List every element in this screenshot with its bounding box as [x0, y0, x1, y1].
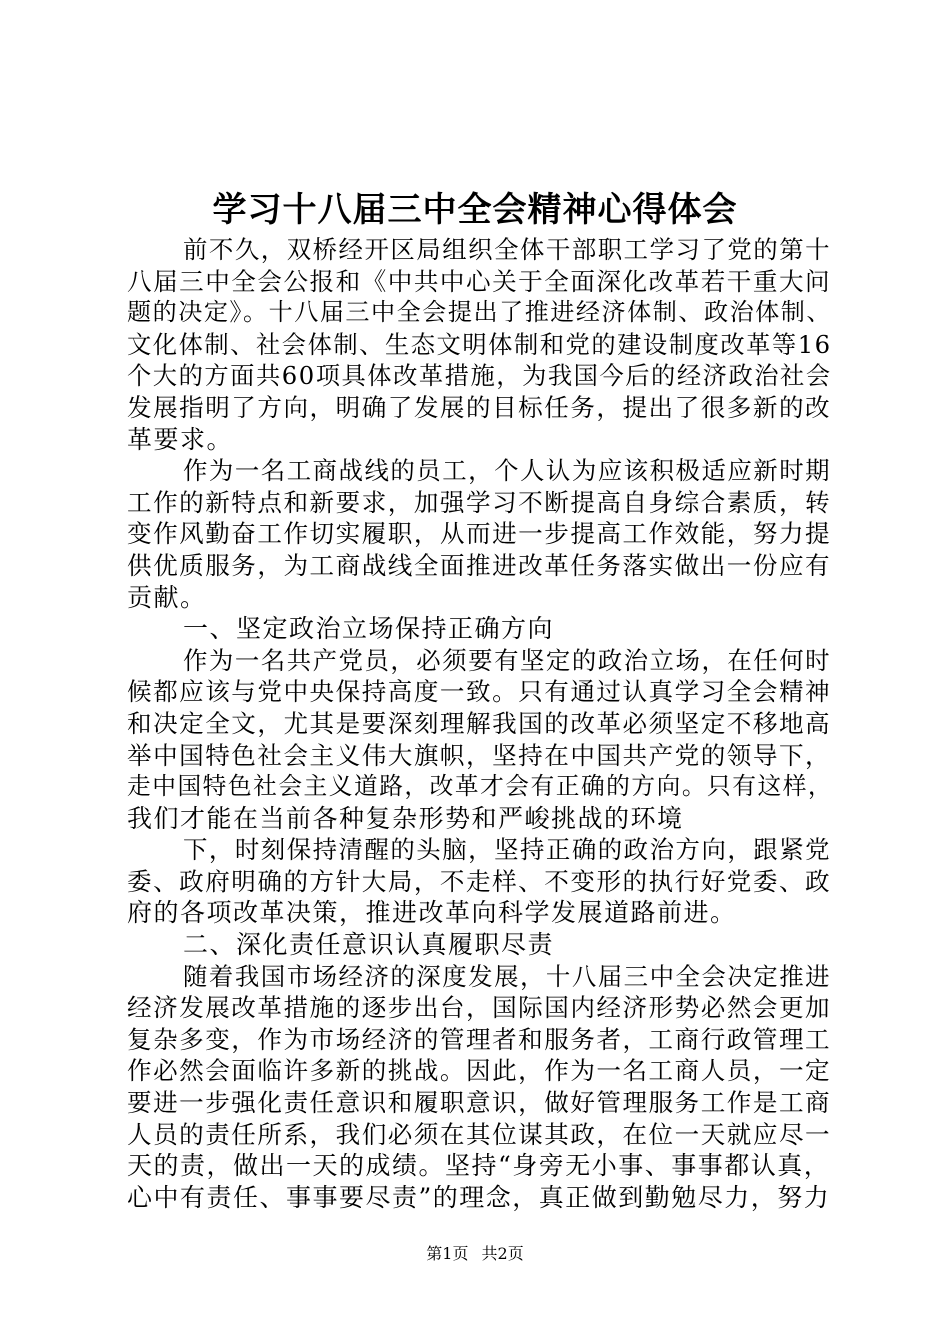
text-line: 八届三中全会公报和《中共中心关于全面深化改革若干重大问: [127, 266, 832, 296]
text-line: 下，时刻保持清醒的头脑，坚持正确的政治方向，跟紧党: [183, 835, 832, 865]
text-line: 作必然会面临许多新的挑战。因此，作为一名工商人员，一定: [127, 1056, 832, 1086]
text-line: 革要求。: [127, 424, 234, 454]
text-line: 和决定全文，尤其是要深刻理解我国的改革必须坚定不移地高: [127, 708, 832, 738]
text-line: 要进一步强化责任意识和履职意识，做好管理服务工作是工商: [127, 1088, 832, 1118]
text-line: 候都应该与党中央保持高度一致。只有通过认真学习全会精神: [127, 677, 832, 707]
document-title: 学习十八届三中全会精神心得体会: [212, 190, 738, 230]
text-line: 二、深化责任意识认真履职尽责: [183, 930, 555, 960]
text-line: 供优质服务，为工商战线全面推进改革任务落实做出一份应有: [127, 550, 832, 580]
text-line: 变作风勤奋工作切实履职，从而进一步提高工作效能，努力提: [127, 519, 832, 549]
text-line: 经济发展改革措施的逐步出台，国际国内经济形势必然会更加: [127, 993, 832, 1023]
text-line: 个大的方面共60项具体改革措施，为我国今后的经济政治社会: [127, 361, 832, 391]
text-line: 作为一名共产党员，必须要有坚定的政治立场，在任何时: [183, 645, 832, 675]
text-line: 委、政府明确的方针大局，不走样、不变形的执行好党委、政: [127, 866, 832, 896]
text-line: 复杂多变，作为市场经济的管理者和服务者，工商行政管理工: [127, 1024, 832, 1054]
text-line: 发展指明了方向，明确了发展的目标任务，提出了很多新的改: [127, 392, 832, 422]
page-number: 第1页: [426, 1244, 469, 1263]
page-total: 共2页: [481, 1244, 524, 1263]
text-line: 前不久，双桥经开区局组织全体干部职工学习了党的第十: [183, 235, 832, 264]
text-line: 府的各项改革决策，推进改革向科学发展道路前进。: [127, 898, 737, 928]
text-line: 一、坚定政治立场保持正确方向: [183, 614, 555, 644]
document-body: [127, 234, 834, 1212]
text-line: 贡献。: [127, 582, 207, 612]
text-line: 作为一名工商战线的员工，个人认为应该积极适应新时期: [183, 456, 832, 486]
text-line: 工作的新特点和新要求，加强学习不断提高自身综合素质，转: [127, 487, 832, 517]
text-line: 心中有责任、事事要尽责”的理念，真正做到勤勉尽力，努力: [127, 1182, 831, 1212]
text-line: 举中国特色社会主义伟大旗帜，坚持在中国共产党的领导下，: [127, 740, 832, 770]
text-line: 人员的责任所系，我们必须在其位谋其政，在位一天就应尽一: [127, 1119, 832, 1149]
text-line: 题的决定》。十八届三中全会提出了推进经济体制、政治体制、: [127, 298, 833, 327]
text-line: 我们才能在当前各种复杂形势和严峻挑战的环境: [127, 803, 684, 833]
page-footer: [0, 1244, 950, 1264]
text-line: 随着我国市场经济的深度发展，十八届三中全会决定推进: [183, 961, 832, 991]
text-line: 走中国特色社会主义道路，改革才会有正确的方向。只有这样，: [127, 772, 834, 801]
text-line: 文化体制、社会体制、生态文明体制和党的建设制度改革等16: [127, 329, 832, 359]
text-line: 天的责，做出一天的成绩。坚持“身旁无小事、事事都认真，: [127, 1151, 831, 1181]
